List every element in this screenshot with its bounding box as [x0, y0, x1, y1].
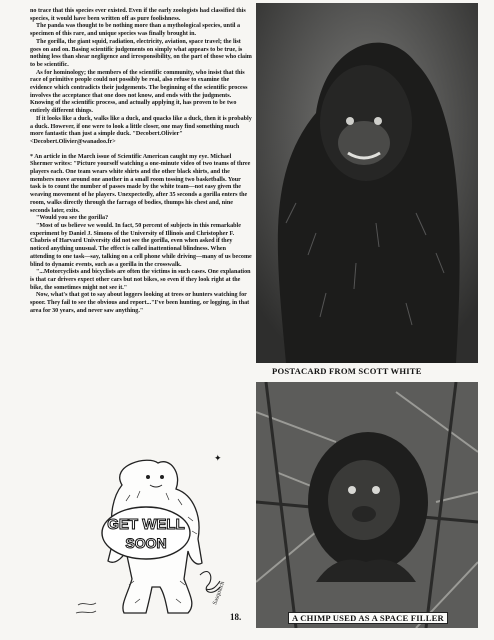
article-paragraph: "...Motorcyclists and bicyclists are often the victims in such cases. One explanation is that car drivers expect other cars but not bikes, so even if they look right at the bike, the sometimes might not see it." — [30, 269, 251, 291]
bigfoot-get-well-drawing — [70, 455, 240, 623]
article-column — [30, 8, 252, 315]
page-number: 18. — [230, 612, 242, 622]
sign-get-well: GET WELL — [107, 516, 185, 533]
sign-soon: SOON — [125, 535, 167, 551]
young-ape-image — [256, 382, 478, 628]
caption-chimp: A CHIMP USED AS A SPACE FILLER — [288, 612, 448, 624]
star-ornament: ✦ — [214, 453, 222, 463]
bigfoot-cartoon — [70, 455, 240, 623]
article-paragraph: "Would you see the gorilla? — [36, 215, 109, 222]
hairy-creature-image — [256, 3, 478, 363]
chimp-photo — [256, 382, 478, 628]
caption-postcard: POSTACARD FROM SCOTT WHITE — [272, 366, 422, 376]
article-paragraph: "Most of us believe we would. In fact, 50 percent of subjects in this remarkable experiment by Daniel J. Simons of the University of Illinois and Christopher F. Chabris of Harvard University did not see the gorilla, even when asked if they noticed anything unusual. The effect is called inattentional blindness. When attending to one task—say, talking on a cell phone while driving—many of us become blind to dynamic events, such as a gorilla in the crosswalk. — [30, 222, 252, 268]
article-paragraph: If it looks like a duck, walks like a duck, and quacks like a duck, then it is probably a duck. However, if one were to look a little closer, one may find something much more fantastic than just a simple duck. "Decobert.Olivier" <Decobert.Olivier@wanadoo.fr> — [30, 115, 252, 145]
article-paragraph: no trace that this species ever existed. Even if the early zoologists had classified this species, it would have been written off as pure foolishness. — [30, 8, 246, 22]
signature-text: Sasquatch — [212, 580, 227, 606]
article-paragraph: The panda was thought to be nothing more than a mythological species, until a specimen of this rare, and unique species was finally brought in. — [30, 23, 241, 38]
article-paragraph: As for hominology; the members of the scientific community, who insist that this race of primitive people could not possibly be real, also refuse to examine the evidence which contradicts their judgements. The beginning of the scientific process involves the acceptance that one does not know, and ends with the judgments. Knowing of the scientific process, and actually applying it, has proven to be two entirely different things. — [30, 69, 248, 115]
article-paragraph: * An article in the March issue of Scientific American caught my eye. Michael Shermer writes: "Picture yourself watching a one-minute video of two teams of three players each. One team wears white shirts and the other black shirts, and the members move around one another in a small room tossing two basketballs. Your task is to count the number of passes made by the white team—not easy given the weaving movement of he players. Unexpectedly, after 35 seconds a gorilla enters the room, walks directly through the farrago of bodies, thumps his chest and, nine seconds later, exits. — [30, 153, 251, 214]
article-paragraph: The gorilla, the giant squid, radiation, electricity, aviation, space travel; the list goes on and on. Basing scientific judgements on simply what appears to be true, is nothing less than shear negligence and irresponsibility, on the part of those who claim to be scientific. — [30, 38, 252, 68]
postcard-photo — [256, 3, 478, 363]
paragraph-gap — [30, 147, 252, 154]
article-paragraph: Now, what's that got to say about loggers looking at trees or hunters watching for spoor. They fail to see the obvious and report..."I've been hunting, or logging, in that area for 30 years, and never saw anything." — [30, 292, 250, 314]
